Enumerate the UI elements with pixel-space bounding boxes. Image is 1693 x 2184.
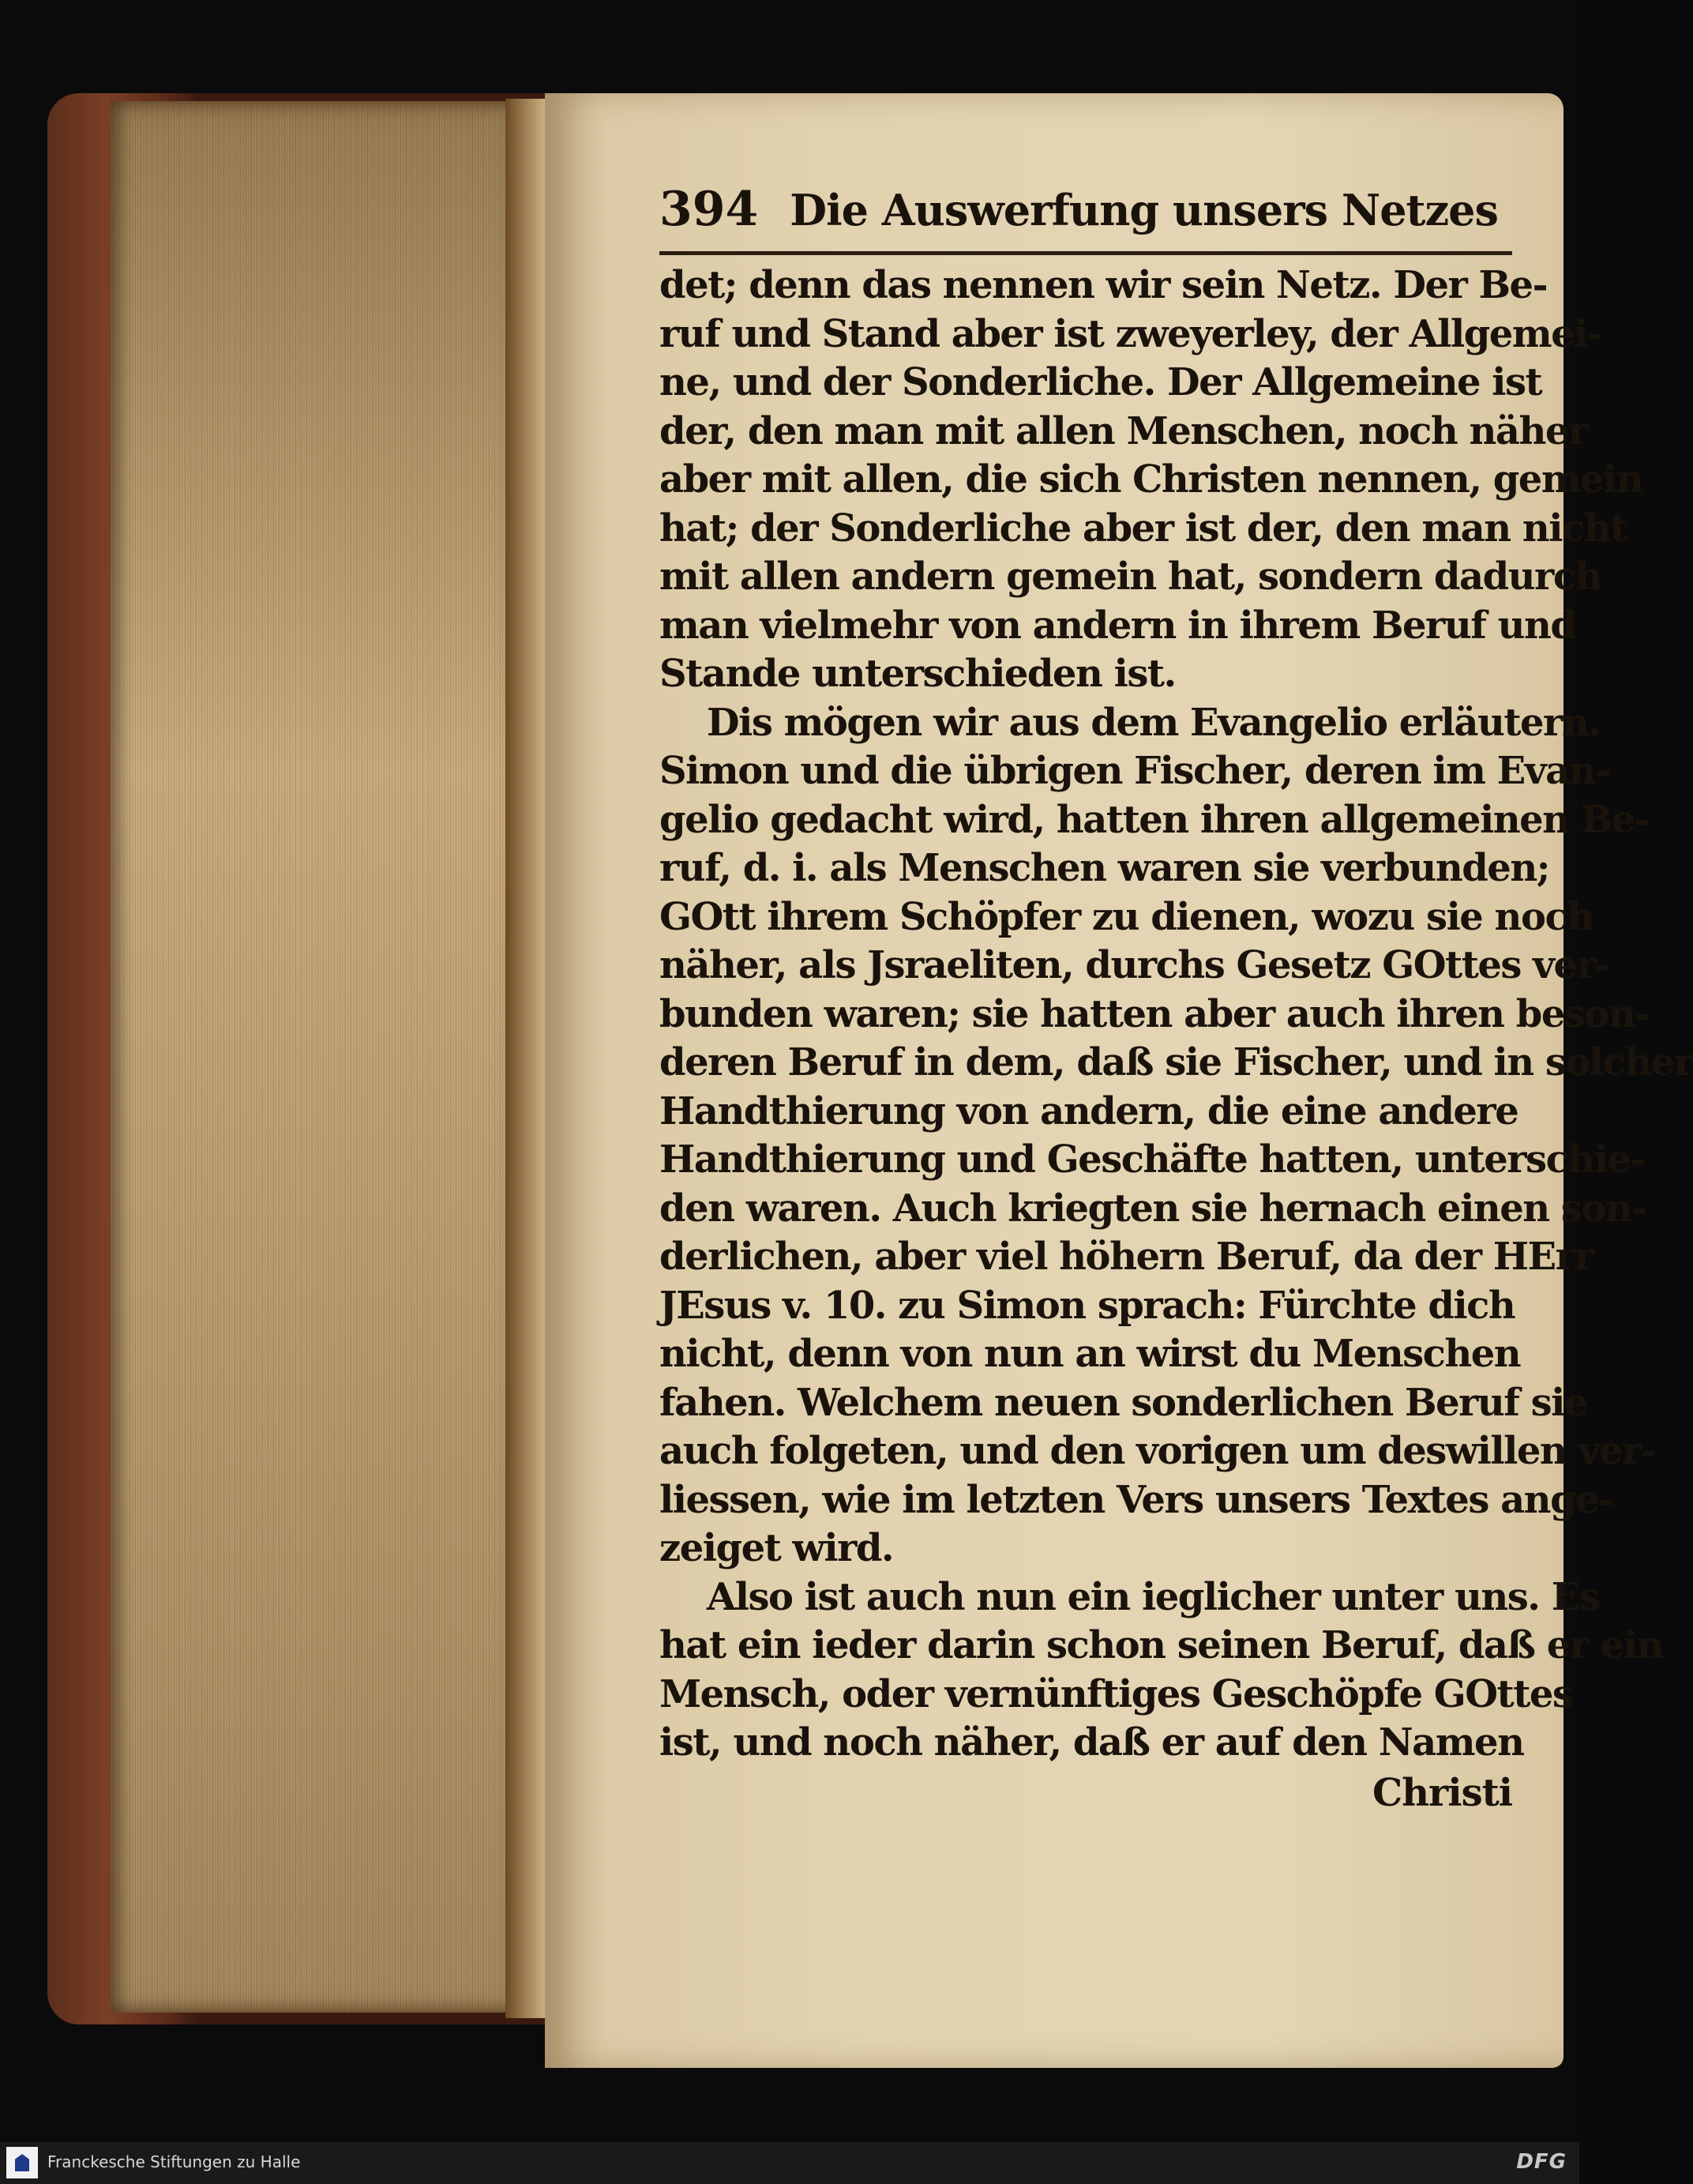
text-line: aber mit allen, die sich Christen nennen, gemein: [659, 457, 1643, 502]
page-content: [659, 182, 1693, 1817]
text-line: ne, und der Sonderliche. Der Allgemeine ist: [659, 360, 1542, 404]
text-line: Simon und die übrigen Fischer, deren im Evan-: [659, 749, 1610, 793]
text-line: näher, als Jsraeliten, durchs Gesetz GOttes ver-: [659, 943, 1610, 987]
text-line: det; denn das nennen wir sein Netz. Der Be-: [659, 263, 1548, 307]
book-page: [545, 93, 1693, 2068]
running-head: [659, 182, 1512, 255]
text-line: Handthierung von andern, die eine andere: [659, 1088, 1518, 1133]
text-line: nicht, denn von nun an wirst du Menschen: [659, 1332, 1521, 1376]
text-line: zeiget wird.: [659, 1526, 894, 1570]
institution-name[interactable]: Franckesche Stiftungen zu Halle: [47, 2152, 301, 2171]
text-line: hat ein ieder darin schon seinen Beruf, daß er ein: [659, 1623, 1663, 1667]
text-line: auch folgeten, und den vorigen um deswillen ver-: [659, 1429, 1656, 1473]
running-head-title: Die Auswerfung unsers Netzes: [790, 185, 1498, 235]
text-line: derlichen, aber viel höhern Beruf, da der HErr: [659, 1235, 1594, 1279]
text-line: hat; der Sonderliche aber ist der, den man nicht: [659, 506, 1627, 551]
text-line: den waren. Auch kriegten sie hernach einen son-: [659, 1186, 1646, 1231]
text-line: gelio gedacht wird, hatten ihren allgemeinen Be-: [659, 797, 1650, 842]
text-line: der, den man mit allen Menschen, noch näher: [659, 408, 1587, 453]
viewer-footer: [0, 2142, 1579, 2184]
logo-mark-icon: [15, 2154, 29, 2171]
catchword: Christi: [1372, 1770, 1512, 1815]
text-line: man vielmehr von andern in ihrem Beruf und: [659, 603, 1576, 648]
text-line: fahen. Welchem neuen sonderlichen Beruf sie: [659, 1380, 1587, 1425]
text-line: ist, und noch näher, daß er auf den Namen: [659, 1720, 1524, 1765]
text-line: ruf, d. i. als Menschen waren sie verbunden;: [659, 846, 1549, 890]
text-line: liessen, wie im letzten Vers unsers Textes ange-: [659, 1477, 1613, 1522]
text-line: GOtt ihrem Schöpfer zu dienen, wozu sie noch: [659, 894, 1594, 939]
text-line: JEsus v. 10. zu Simon sprach: Fürchte dich: [659, 1283, 1515, 1328]
text-line: deren Beruf in dem, daß sie Fischer, und in solcher: [659, 1040, 1693, 1084]
page-number: 394: [659, 182, 759, 237]
dfg-logo[interactable]: DFG: [1516, 2150, 1567, 2174]
page-edges: [111, 101, 537, 2013]
institution-logo-icon[interactable]: [6, 2147, 38, 2178]
text-line: bunden waren; sie hatten aber auch ihren beson-: [659, 991, 1650, 1036]
text-line: Mensch, oder vernünftiges Geschöpfe GOttes: [659, 1671, 1573, 1716]
text-line: mit allen andern gemein hat, sondern dadurch: [659, 554, 1601, 599]
text-line: ruf und Stand aber ist zweyerley, der Allgemei-: [659, 311, 1602, 356]
text-line: Handthierung und Geschäfte hatten, unterschie-: [659, 1137, 1645, 1182]
body-text: [659, 261, 1693, 1817]
text-line: Also ist auch nun ein ieglicher unter uns. Es: [707, 1574, 1600, 1619]
text-line: Dis mögen wir aus dem Evangelio erläutern.: [707, 700, 1601, 745]
text-line: Stande unterschieden ist.: [659, 652, 1176, 696]
